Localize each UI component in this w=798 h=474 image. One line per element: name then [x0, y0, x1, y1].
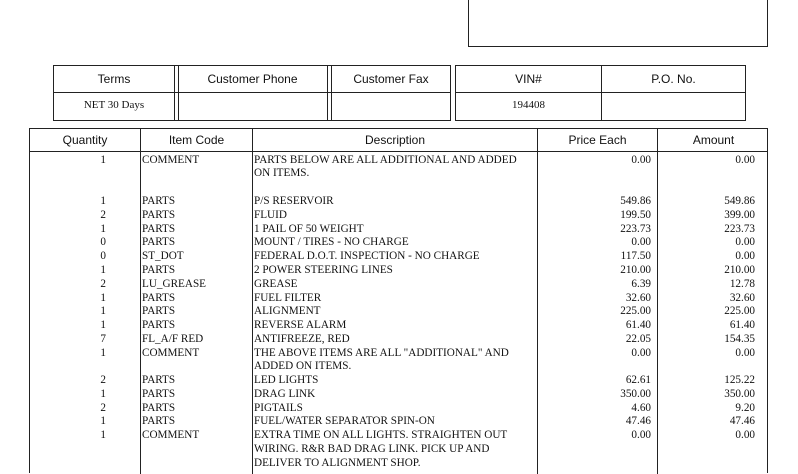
vin-value: 194408	[512, 99, 545, 111]
row-quantity: 1	[100, 347, 106, 359]
table-row	[30, 305, 767, 318]
table-row	[30, 250, 767, 263]
vin-po-box	[455, 65, 746, 121]
row-price-each: 0.00	[631, 429, 651, 441]
row-quantity: 2	[100, 278, 106, 290]
row-quantity: 2	[100, 209, 106, 221]
row-price-each: 0.00	[631, 347, 651, 359]
table-row	[30, 402, 767, 415]
table-row	[30, 443, 767, 456]
row-amount: 0.00	[735, 429, 755, 441]
row-amount: 0.00	[735, 250, 755, 262]
row-price-each: 62.61	[625, 374, 651, 386]
row-price-each: 22.05	[625, 333, 651, 345]
row-price-each: 210.00	[620, 264, 651, 276]
row-quantity: 1	[100, 388, 106, 400]
row-item-code: PARTS	[142, 402, 176, 414]
row-description: PARTS BELOW ARE ALL ADDITIONAL AND ADDED	[254, 154, 517, 166]
table-row	[30, 429, 767, 442]
terms-box	[53, 65, 451, 121]
row-description: GREASE	[254, 278, 298, 290]
row-price-each: 549.86	[620, 195, 651, 207]
table-row	[30, 195, 767, 208]
terms-label: Terms	[97, 72, 131, 86]
row-price-each: 61.40	[625, 319, 651, 331]
table-row	[30, 209, 767, 222]
row-price-each: 0.00	[631, 154, 651, 166]
line-items-table	[29, 128, 768, 473]
table-row	[30, 278, 767, 291]
line-items-body	[30, 154, 767, 473]
row-description: EXTRA TIME ON ALL LIGHTS. STRAIGHTEN OUT	[254, 429, 508, 441]
row-item-code: PARTS	[142, 264, 176, 276]
row-price-each: 47.46	[625, 415, 651, 427]
row-item-code: PARTS	[142, 223, 176, 235]
row-item-code: PARTS	[142, 195, 176, 207]
row-quantity: 1	[100, 292, 106, 304]
row-price-each: 199.50	[620, 209, 651, 221]
row-amount: 32.60	[729, 292, 755, 304]
table-row	[30, 264, 767, 277]
row-price-each: 117.50	[620, 250, 651, 262]
table-row	[30, 292, 767, 305]
table-row	[30, 236, 767, 249]
po-number-label: P.O. No.	[651, 72, 696, 86]
row-amount: 61.40	[729, 319, 755, 331]
row-item-code: PARTS	[142, 236, 176, 248]
row-description: MOUNT / TIRES - NO CHARGE	[254, 236, 409, 248]
row-quantity: 1	[100, 264, 106, 276]
row-amount: 0.00	[735, 236, 755, 248]
row-description: THE ABOVE ITEMS ARE ALL "ADDITIONAL" AND	[254, 347, 509, 359]
row-description: FEDERAL D.O.T. INSPECTION - NO CHARGE	[254, 250, 480, 262]
row-amount: 125.22	[724, 374, 755, 386]
row-price-each: 0.00	[631, 236, 651, 248]
row-item-code: PARTS	[142, 305, 176, 317]
row-amount: 210.00	[724, 264, 755, 276]
row-item-code: PARTS	[142, 388, 176, 400]
row-quantity: 1	[100, 415, 106, 427]
row-item-code: COMMENT	[142, 154, 200, 166]
row-description: WIRING. R&R BAD DRAG LINK. PICK UP AND	[254, 443, 490, 455]
address-box	[468, 0, 768, 47]
row-price-each: 4.60	[631, 402, 651, 414]
row-quantity: 2	[100, 402, 106, 414]
row-quantity: 0	[100, 236, 106, 248]
row-amount: 47.46	[729, 415, 755, 427]
row-price-each: 350.00	[620, 388, 651, 400]
row-item-code: COMMENT	[142, 347, 200, 359]
row-amount: 223.73	[724, 223, 755, 235]
table-row	[30, 319, 767, 332]
row-amount: 12.78	[729, 278, 755, 290]
table-row	[30, 167, 767, 180]
row-amount: 0.00	[735, 154, 755, 166]
row-amount: 549.86	[724, 195, 755, 207]
col-header-item-code: Item Code	[168, 133, 225, 147]
row-description: DELIVER TO ALIGNMENT SHOP.	[254, 457, 421, 469]
row-description: DRAG LINK	[254, 388, 316, 400]
row-description: PIGTAILS	[254, 402, 303, 414]
table-row	[30, 457, 767, 470]
row-description: 1 PAIL OF 50 WEIGHT	[254, 223, 364, 235]
customer-phone-label: Customer Phone	[207, 72, 298, 86]
row-item-code: PARTS	[142, 374, 176, 386]
table-row	[30, 415, 767, 428]
col-header-description: Description	[364, 133, 426, 147]
row-quantity: 1	[100, 429, 106, 441]
row-price-each: 32.60	[625, 292, 651, 304]
row-description: 2 POWER STEERING LINES	[254, 264, 393, 276]
table-row	[30, 360, 767, 373]
customer-fax-label: Customer Fax	[353, 72, 429, 86]
row-item-code: COMMENT	[142, 429, 200, 441]
row-item-code: PARTS	[142, 319, 176, 331]
row-quantity: 7	[100, 333, 106, 345]
row-item-code: PARTS	[142, 292, 176, 304]
row-description: LED LIGHTS	[254, 374, 319, 386]
row-item-code: FL_A/F RED	[142, 333, 204, 345]
row-quantity: 2	[100, 374, 106, 386]
row-quantity: 1	[100, 223, 106, 235]
row-description: P/S RESERVOIR	[254, 195, 334, 207]
row-description: ADDED ON ITEMS.	[254, 360, 352, 372]
col-header-quantity: Quantity	[62, 133, 108, 147]
row-description: FLUID	[254, 209, 287, 221]
table-row	[30, 154, 767, 167]
row-description: ON ITEMS.	[254, 167, 310, 179]
table-row	[30, 333, 767, 346]
row-quantity: 1	[100, 319, 106, 331]
col-header-price-each: Price Each	[568, 133, 627, 147]
row-quantity: 1	[100, 305, 106, 317]
row-description: FUEL/WATER SEPARATOR SPIN-ON	[254, 415, 435, 427]
table-row	[30, 223, 767, 236]
row-quantity: 1	[100, 195, 106, 207]
row-amount: 225.00	[724, 305, 755, 317]
row-amount: 350.00	[724, 388, 755, 400]
row-amount: 154.35	[724, 333, 755, 345]
row-description: ANTIFREEZE, RED	[254, 333, 350, 345]
terms-value: NET 30 Days	[83, 99, 145, 111]
col-header-amount: Amount	[692, 133, 735, 147]
row-quantity: 1	[100, 154, 106, 166]
row-price-each: 6.39	[631, 278, 651, 290]
row-description: FUEL FILTER	[254, 292, 322, 304]
row-amount: 0.00	[735, 347, 755, 359]
row-description: REVERSE ALARM	[254, 319, 347, 331]
row-amount: 399.00	[724, 209, 755, 221]
row-item-code: LU_GREASE	[142, 278, 207, 290]
row-price-each: 225.00	[620, 305, 651, 317]
row-item-code: PARTS	[142, 209, 176, 221]
row-item-code: PARTS	[142, 415, 176, 427]
row-item-code: ST_DOT	[142, 250, 184, 262]
row-quantity: 0	[100, 250, 106, 262]
table-row	[30, 347, 767, 360]
table-row	[30, 388, 767, 401]
row-description: ALIGNMENT	[254, 305, 321, 317]
table-row	[30, 374, 767, 387]
vin-label: VIN#	[515, 72, 542, 86]
row-amount: 9.20	[735, 402, 755, 414]
row-price-each: 223.73	[620, 223, 651, 235]
